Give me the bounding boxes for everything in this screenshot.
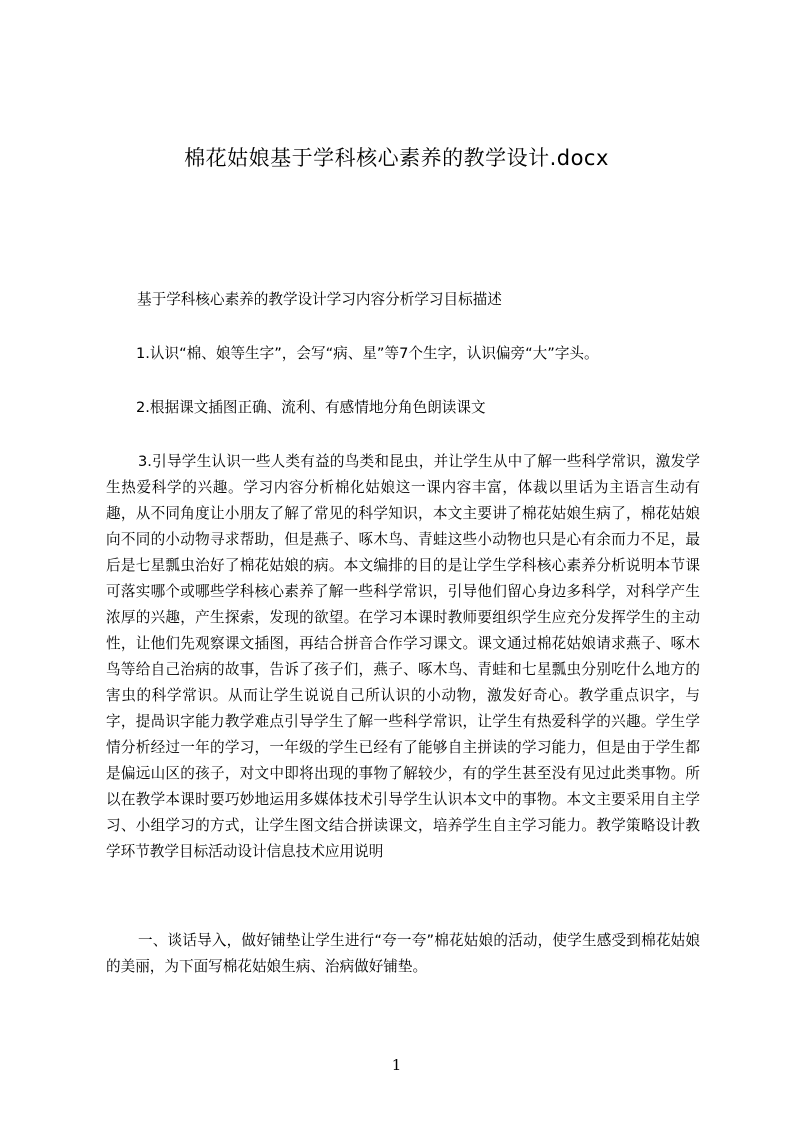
document-title: 棉花姑娘基于学科核心素养的教学设计.docx: [184, 146, 609, 170]
page-number: 1: [391, 1056, 402, 1074]
objective-2-paragraph: 2.根据课文插图正确、流利、有感情地分角色朗读课文: [136, 399, 486, 416]
lesson-intro-paragraph: 一、谈话导入，做好铺垫让学生进行“夸一夸”棉花姑娘的活动，使学生感受到棉花姑娘的美丽，为下面写棉花姑娘生病、治病做好铺垫。: [106, 932, 700, 975]
heading-paragraph: 基于学科核心素养的教学设计学习内容分析学习目标描述: [137, 291, 502, 308]
objective-1-paragraph: 1.认识“棉、娘等生字”，会写“病、星”等7个生字，认识偏旁“大”字头。: [136, 345, 599, 362]
objective-3-paragraph: 3.引导学生认识一些人类有益的鸟类和昆虫，并让学生从中了解一些科学常识，激发学生热爱科学的兴趣。学习内容分析棉化姑娘这一课内容丰富，体裁以里话为主语言生动有趣，从不同角度让小朋友了解了常见的科学知识，本文主要讲了棉花姑娘生病了，棉花姑娘向不同的小动物寻求帮助，但是燕子、啄木鸟、青蛙这些小动物也只是心有余而力不足，最后是七星瓢虫治好了棉花姑娘的病。本文编排的目的是让学生学科核心素养分析说明本节课可落实哪个或哪些学科核心素养了解一些科学常识，引导他们留心身边多科学，对科学产生浓厚的兴趣，产生探索，发现的欲望。在学习本课时教师要组织学生应充分发挥学生的主动性，让他们先观察课文插图，再结合拼音合作学习课文。课文通过棉花姑娘请求燕子、啄木鸟等给自己治病的故事，告诉了孩子们，燕子、啄木鸟、青蛙和七星瓢虫分别吃什么地方的害虫的科学常识。从而让学生说说自己所认识的小动物，激发好奇心。教学重点识字，与字，提咼识字能力教学难点引导学生了解一些科学常识，让学生有热爱科学的兴趣。学生学情分析经过一年的学习，一年级的学生已经有了能够自主拼读的学习能力，但是由于学生都是偏远山区的孩子，对文中即将出现的事物了解较少，有的学生甚至没有见过此类事物。所以在教学本课时要巧妙地运用多媒体技术引导学生认识本文中的事物。本文主要采用自主学习、小组学习的方式，让学生图文结合拼读课文，培养学生自主学习能力。教学策略设计教学环节教学目标活动设计信息技术应用说明: [106, 453, 700, 860]
